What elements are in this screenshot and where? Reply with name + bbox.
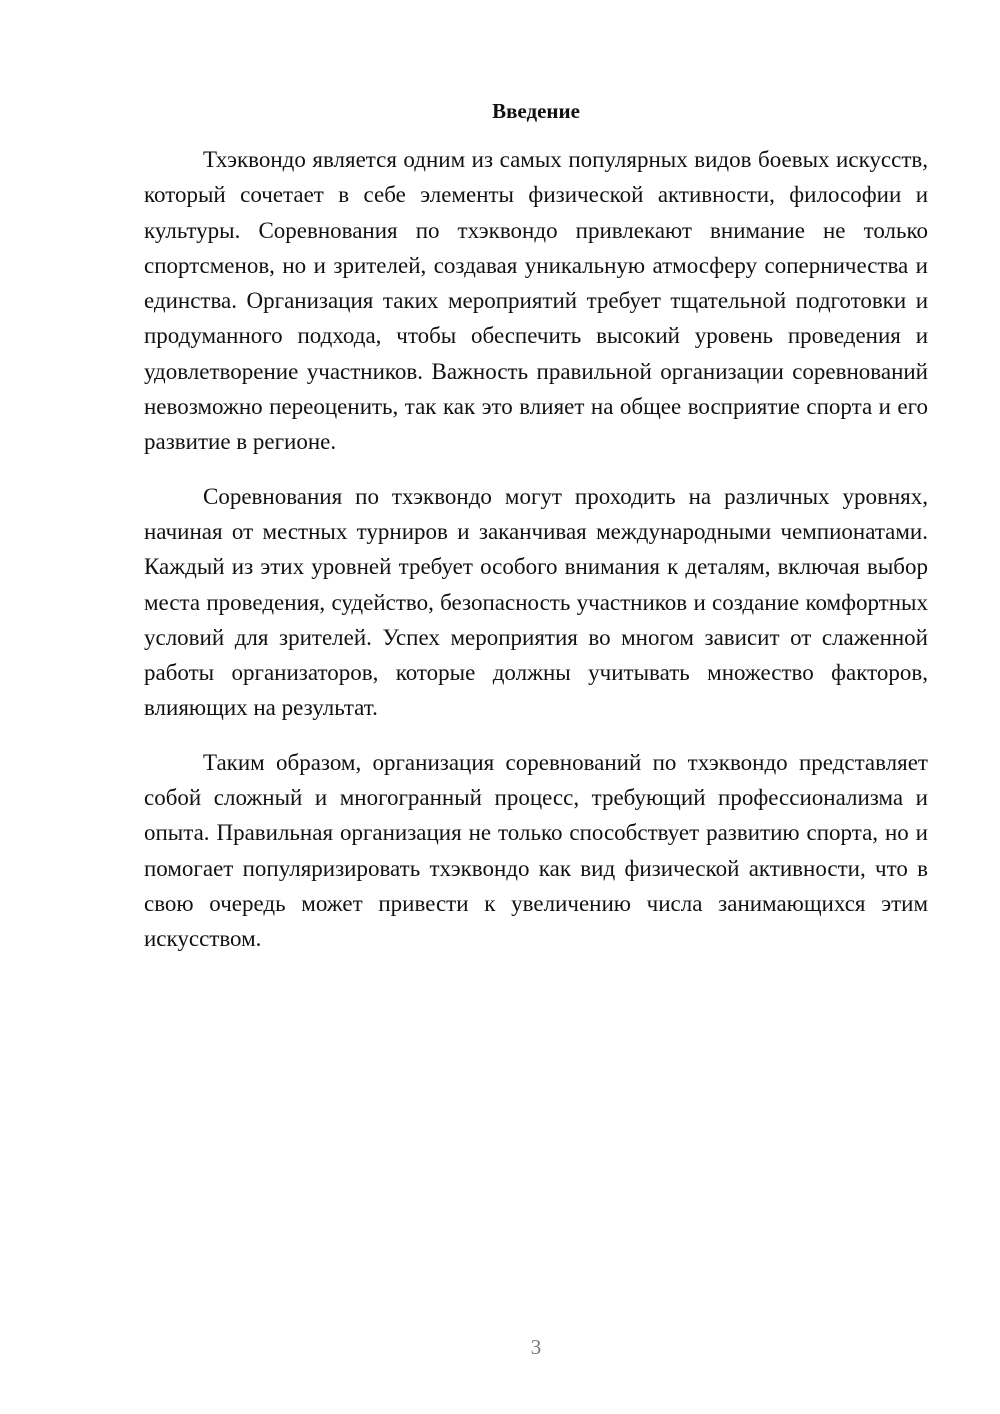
body-text bbox=[144, 142, 928, 976]
paragraph-2: Соревнования по тхэквондо могут проходить на различных уровнях, начиная от местных турниров и заканчивая международными чемпионатами. Каждый из этих уровней требует особого внимания к деталям, включая выбор места проведения, судейство, безопасность участников и создание комфортных условий для зрителей. Успех мероприятия во многом зависит от слаженной работы организаторов, которые должны учитывать множество факторов, влияющих на результат. bbox=[144, 483, 928, 721]
section-heading: Введение bbox=[492, 99, 580, 123]
page-number: 3 bbox=[530, 1335, 542, 1359]
paragraph-3: Таким образом, организация соревнований по тхэквондо представляет собой сложный и многогранный процесс, требующий профессионализма и опыта. Правильная организация не только способствует развитию спорта, но и помогает популяризировать тхэквондо как вид физической активности, что в свою очередь может привести к увеличению числа занимающихся этим искусством. bbox=[144, 749, 928, 952]
paragraph-1: Тхэквондо является одним из самых популярных видов боевых искусств, который сочетает в себе элементы физической активности, философии и культуры. Соревнования по тхэквондо привлекают внимание не только спортсменов, но и зрителей, создавая уникальную атмосферу соперничества и единства. Организация таких мероприятий требует тщательной подготовки и продуманного подхода, чтобы обеспечить высокий уровень проведения и удовлетворение участников. Важность правильной организации соревнований невозможно переоценить, так как это влияет на общее восприятие спорта и его развитие в регионе. bbox=[144, 147, 928, 455]
